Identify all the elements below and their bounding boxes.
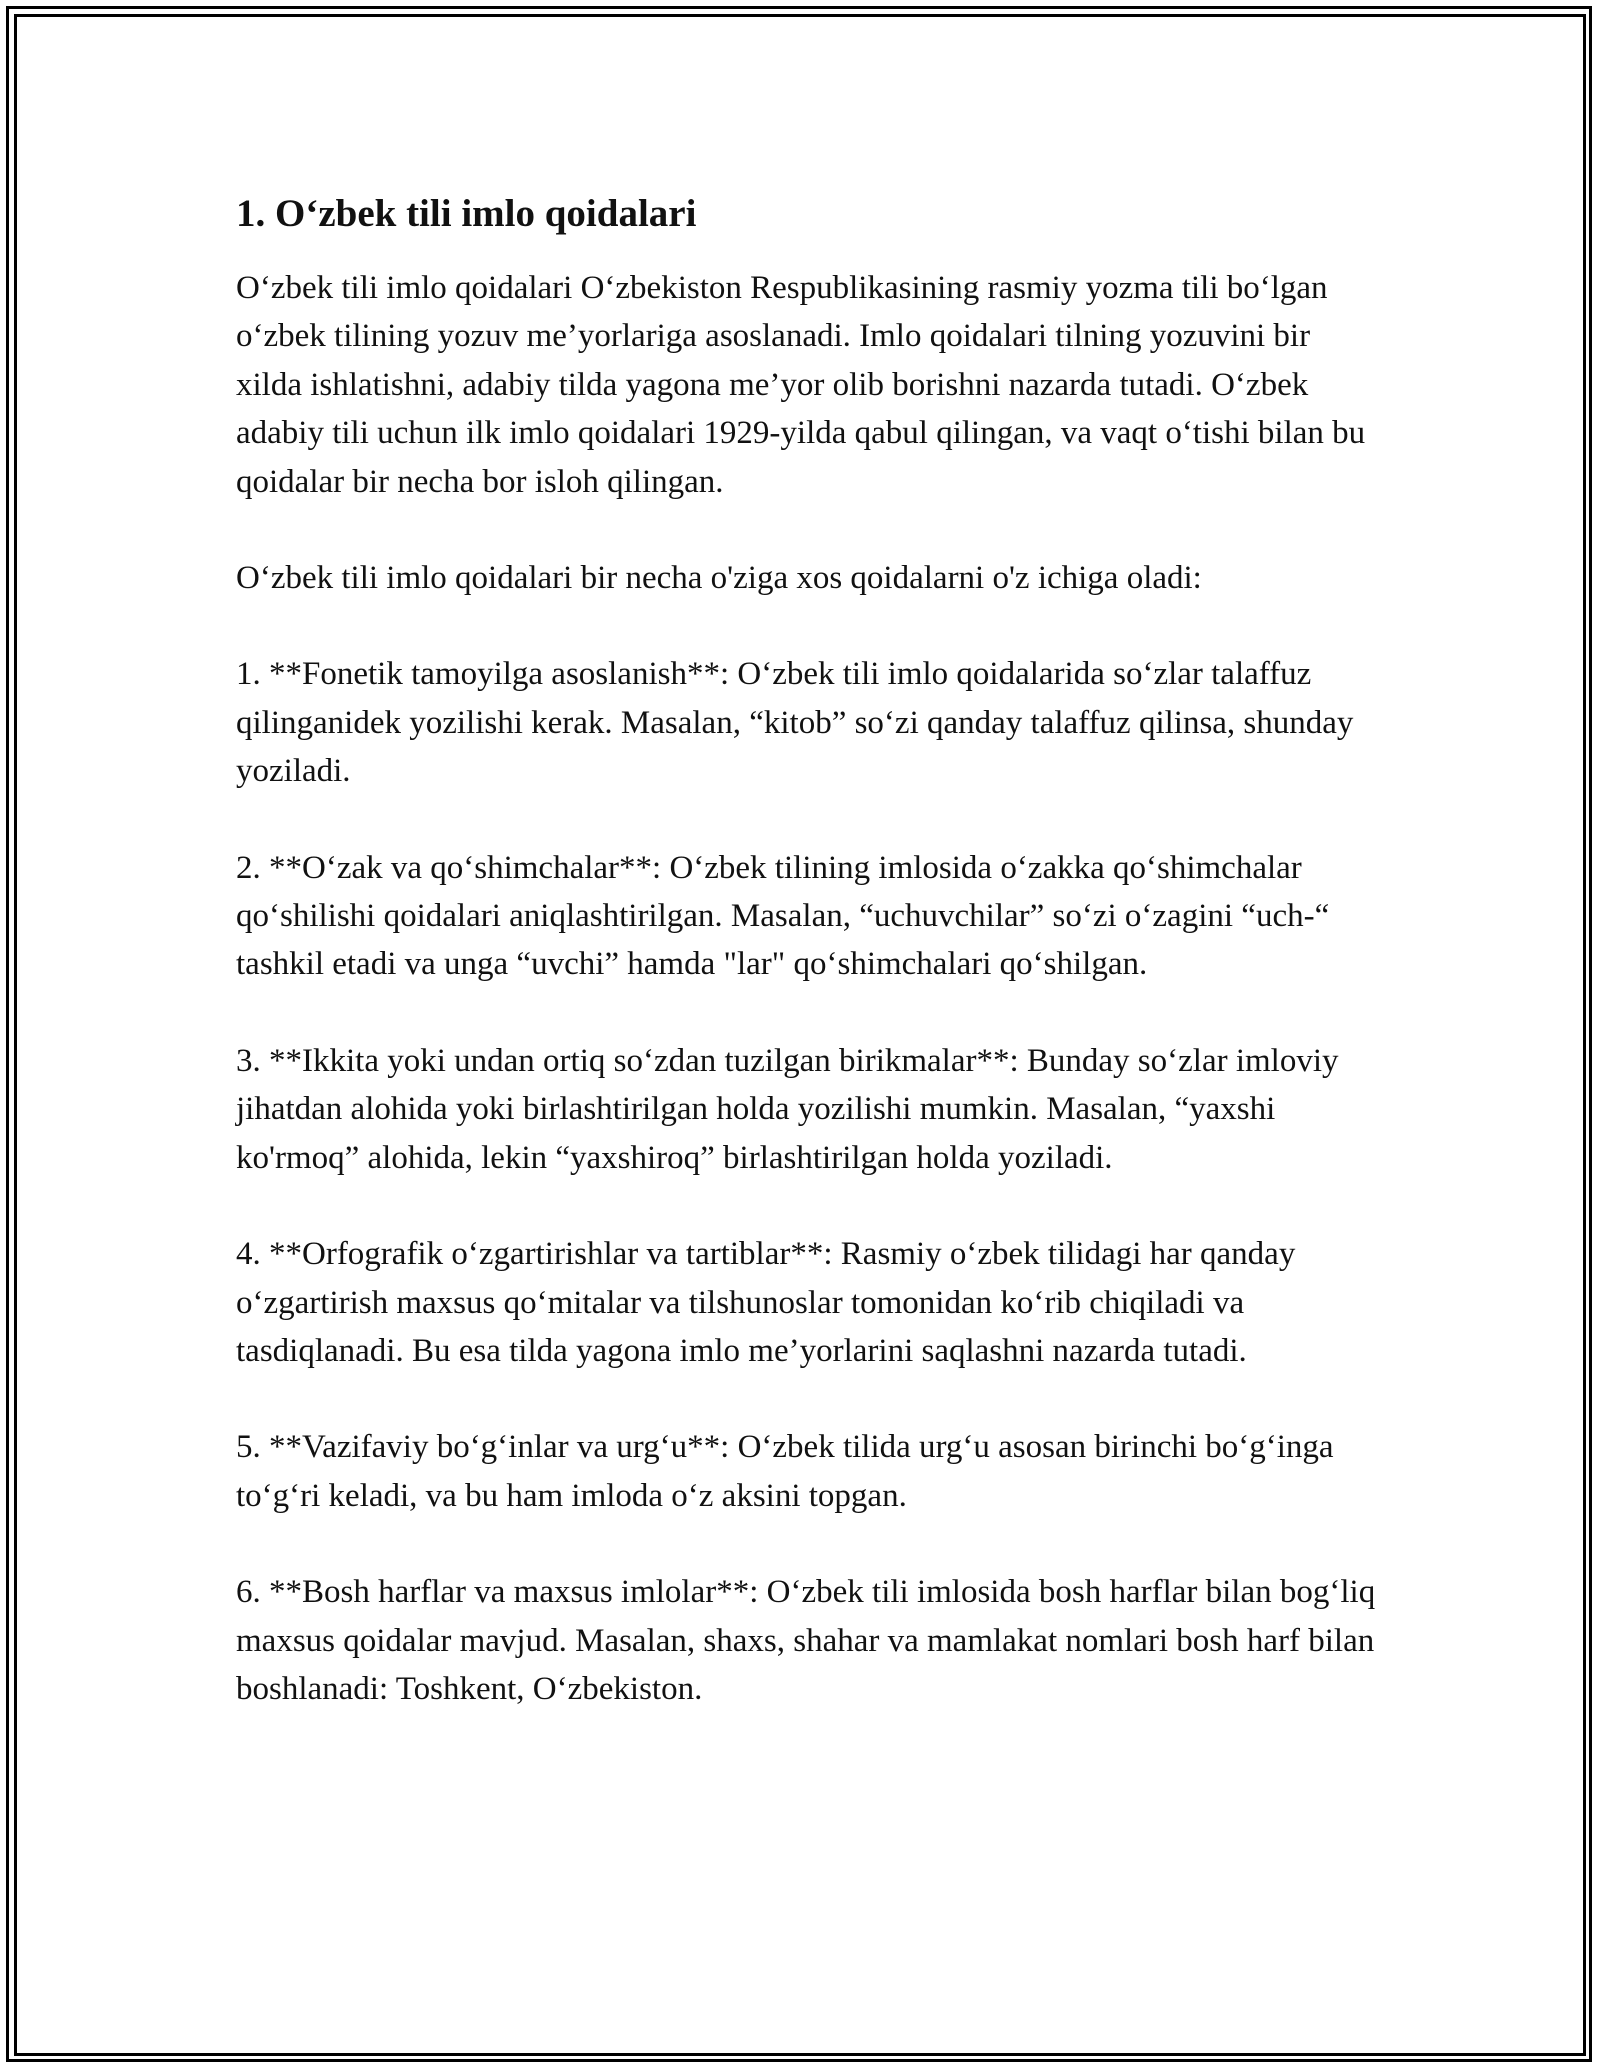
paragraph-rule-4: 4. **Orfografik o‘zgartirishlar va tartiblar**: Rasmiy o‘zbek tilidagi har qanday o‘zgartirish maxsus qo‘mitalar va tilshunoslar tomonidan ko‘rib chiqiladi va tasdiqlanadi. Bu esa tilda yagona imlo me’yorlarini saqlashni nazarda tutadi. — [236, 1236, 1296, 1369]
paragraph-intro: O‘zbek tili imlo qoidalari O‘zbekiston Respublikasining rasmiy yozma tili bo‘lgan o‘zbek tilining yozuv me’yorlariga asoslanadi. Imlo qoidalari tilning yozuvini bir xilda ishlatishni, adabiy tilda yagona me’yor olib borishni nazarda tutadi. O‘zbek adabiy tili uchun ilk imlo qoidalari 1929-yilda qabul qilingan, va vaqt o‘tishi bilan bu qoidalar bir necha bor isloh qilingan. — [236, 270, 1366, 500]
paragraph-rule-1: 1. **Fonetik tamoyilga asoslanish**: O‘zbek tili imlo qoidalarida so‘zlar talaffuz qilinganidek yozilishi kerak. Masalan, “kitob” so‘zi qanday talaffuz qilinsa, shunday yoziladi. — [236, 656, 1354, 790]
document-body — [236, 186, 1376, 1761]
paragraph-list-intro: O‘zbek tili imlo qoidalari bir necha o'ziga xos qoidalarni o'z ichiga oladi: — [236, 560, 1202, 597]
document-title: 1. O‘zbek tili imlo qoidalari — [236, 192, 697, 235]
paragraph-rule-6: 6. **Bosh harflar va maxsus imlolar**: O‘zbek tili imlosida bosh harflar bilan bog‘liq maxsus qoidalar mavjud. Masalan, shaxs, shahar va mamlakat nomlari bosh harf bilan boshlanadi: Toshkent, O‘zbekiston. — [236, 1574, 1376, 1707]
paragraph-rule-2: 2. **O‘zak va qo‘shimchalar**: O‘zbek tilining imlosida o‘zakka qo‘shimchalar qo‘shilishi qoidalari aniqlashtirilgan. Masalan, “uchuvchilar” so‘zi o‘zagini “uch-“ tashkil etadi va unga “uvchi” hamda "lar" qo‘shimchalari qo‘shilgan. — [236, 849, 1330, 983]
paragraph-rule-5: 5. **Vazifaviy bo‘g‘inlar va urg‘u**: O‘zbek tilida urg‘u asosan birinchi bo‘g‘inga to‘g‘ri keladi, va bu ham imloda o‘z aksini topgan. — [236, 1429, 1334, 1514]
paragraph-rule-3: 3. **Ikkita yoki undan ortiq so‘zdan tuzilgan birikmalar**: Bunday so‘zlar imloviy jihatdan alohida yoki birlashtirilgan holda yozilishi mumkin. Masalan, “yaxshi ko'rmoq” alohida, lekin “yaxshiroq” birlashtirilgan holda yoziladi. — [236, 1042, 1339, 1176]
